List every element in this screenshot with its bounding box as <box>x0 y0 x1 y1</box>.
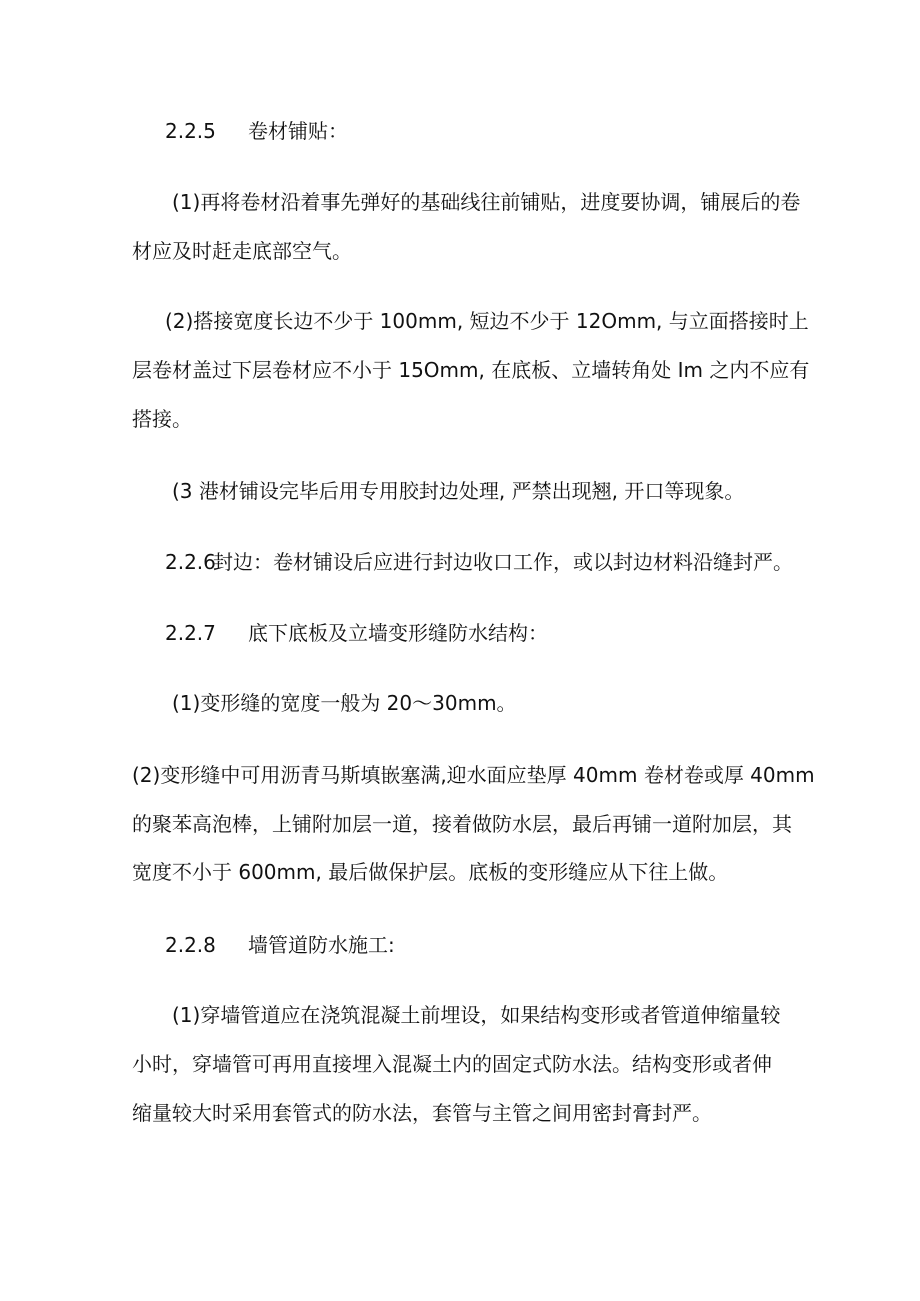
section-2-2-5-heading <box>165 118 348 144</box>
paragraph-line: (1)变形缝的宽度一般为 20～30mm。 <box>172 691 517 715</box>
paragraph-line: 宽度不小于 600mm, 最后做保护层。底板的变形缝应从下往上做。 <box>132 860 729 884</box>
paragraph-line: (2)变形缝中可用沥青马斯填嵌塞满,迎水面应垫厚 40mm 卷材卷或厚 40mm <box>132 763 815 787</box>
paragraph-line: (3 港材铺设完毕后用专用胶封边处理, 严禁出现翘, 开口等现象。 <box>172 479 745 503</box>
paragraph-line: 小时，穿墙管可再用直接埋入混凝土内的固定式防水法。结构变形或者伸 <box>132 1052 772 1076</box>
section-title: 卷材铺贴： <box>248 119 348 143</box>
paragraph-line: 层卷材盖过下层卷材应不小于 15Omm, 在底板、立墙转角处 Im 之内不应有 <box>132 358 810 382</box>
paragraph-line: 搭接。 <box>132 407 192 431</box>
section-number: 2.2.7 <box>165 621 216 645</box>
paragraph-line: (2)搭接宽度长边不少于 100mm, 短边不少于 12Omm, 与立面搭接时上 <box>165 309 809 333</box>
paragraph-line: 缩量较大时采用套管式的防水法，套管与主管之间用密封膏封严。 <box>132 1101 712 1125</box>
section-2-2-8-heading <box>165 932 395 958</box>
paragraph-line: (1)再将卷材沿着事先弹好的基础线往前铺贴，进度要协调，铺展后的卷 <box>172 190 801 214</box>
paragraph-line: 的聚苯高泡棒，上铺附加层一道，接着做防水层，最后再铺一道附加层，其 <box>132 812 792 836</box>
section-title: 底下底板及立墙变形缝防水结构： <box>248 621 548 645</box>
section-2-2-7-heading <box>165 620 548 646</box>
paragraph-line: (1)穿墙管道应在浇筑混凝土前埋设，如果结构变形或者管道伸缩量较 <box>172 1003 781 1027</box>
section-number: 2.2.6 <box>165 550 216 574</box>
section-2-2-6 <box>165 549 793 575</box>
paragraph-line: 材应及时赶走底部空气。 <box>132 239 352 263</box>
section-title: 墙管道防水施工: <box>248 933 395 957</box>
section-text: 封边：卷材铺设后应进行封边收口工作，或以封边材料沿缝封严。 <box>213 550 793 574</box>
section-number: 2.2.8 <box>165 933 216 957</box>
section-number: 2.2.5 <box>165 119 216 143</box>
